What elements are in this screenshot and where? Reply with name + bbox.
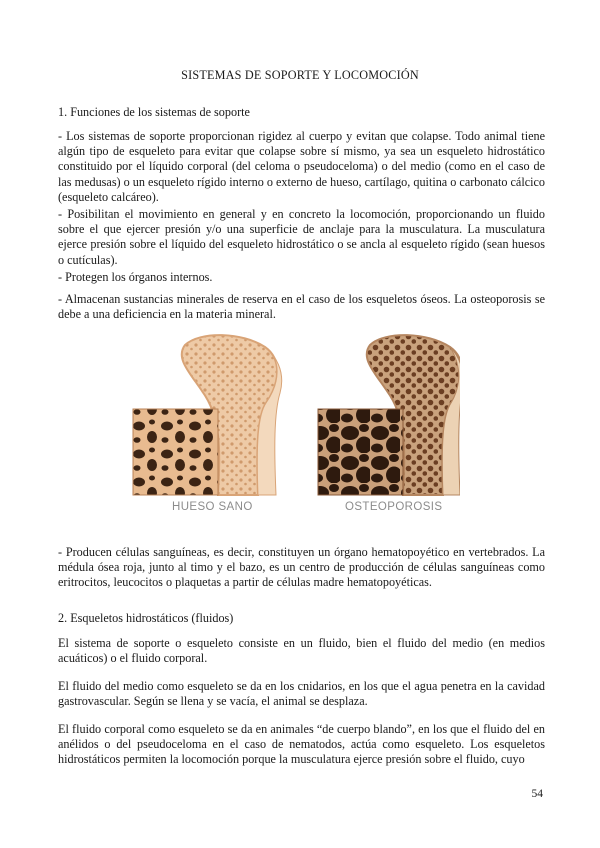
bone-illustration — [130, 333, 460, 518]
paragraph-fluid-skeleton: El sistema de soporte o esqueleto consiste en un fluido, bien el fluido del medio (en medios acuáticos) o el fluido corporal. — [58, 636, 545, 666]
bone-comparison-image — [130, 333, 460, 503]
page-title: SISTEMAS DE SOPORTE Y LOCOMOCIÓN — [181, 68, 419, 82]
paragraph-minerals: - Almacenan sustancias minerales de reserva en el caso de los esqueletos óseos. La osteoporosis se debe a una deficiencia en la materia mineral. — [58, 292, 545, 322]
healthy-bone-closeup — [133, 409, 218, 495]
label-osteoporosis: OSTEOPOROSIS — [345, 501, 443, 513]
page-number: 54 — [531, 788, 543, 800]
osteoporosis-bone-closeup — [318, 409, 403, 495]
section-2-heading: 2. Esqueletos hidrostáticos (fluidos) — [58, 611, 234, 625]
paragraph-soft-body: El fluido corporal como esqueleto se da en animales “de cuerpo blando”, en los que el fluido del en anélidos o del pseudoceloma en el caso de nematodos, actúa como esqueleto. Los esqueletos hidrostáticos permiten la locomoción porque la musculatura ejerce presión sobre el fluido, cuyo — [58, 722, 545, 767]
paragraph-support-rigidity: - Los sistemas de soporte proporcionan rigidez al cuerpo y evitan que colapse. Todo animal tiene algún tipo de esqueleto para evitar que colapse sobre sí mismo, ya sea un esqueleto hidrostático constituido por el líquido corporal (del celoma o pseudoceloma) o del medio (como en el caso de las medusas) o un esqueleto rígido interno o externo de hueso, cartílago, quitina o carbonato cálcico (esqueleto calcáreo). — [58, 129, 546, 204]
label-healthy-bone: HUESO SANO — [172, 501, 253, 513]
section-1-heading: 1. Funciones de los sistemas de soporte — [58, 105, 250, 119]
paragraph-blood-cells: - Producen células sanguíneas, es decir, constituyen un órgano hematopoyético en vertebrados. La médula ósea roja, junto al timo y el bazo, es un centro de producción de células sanguíneas como eritrocitos, leucocitos o plaquetas a partir de células madre hematopoyéticas. — [58, 545, 545, 590]
paragraph-cnidarians: El fluido del medio como esqueleto se da en los cnidarios, en los que el agua penetra en la cavidad gastrovascular. Según se llena y se vacía, el animal se desplaza. — [58, 679, 545, 709]
paragraph-movement: - Posibilitan el movimiento en general y en concreto la locomoción, proporcionando un fluido sobre el que ejercer presión y/o una superficie de anclaje para la musculatura. La musculatura ejerce presión sobre el líquido del esqueleto hidrostático o se ancla al esqueleto rígido (sean huesos o cutículas). — [58, 207, 545, 267]
paragraph-protect-organs: - Protegen los órganos internos. — [58, 270, 213, 284]
